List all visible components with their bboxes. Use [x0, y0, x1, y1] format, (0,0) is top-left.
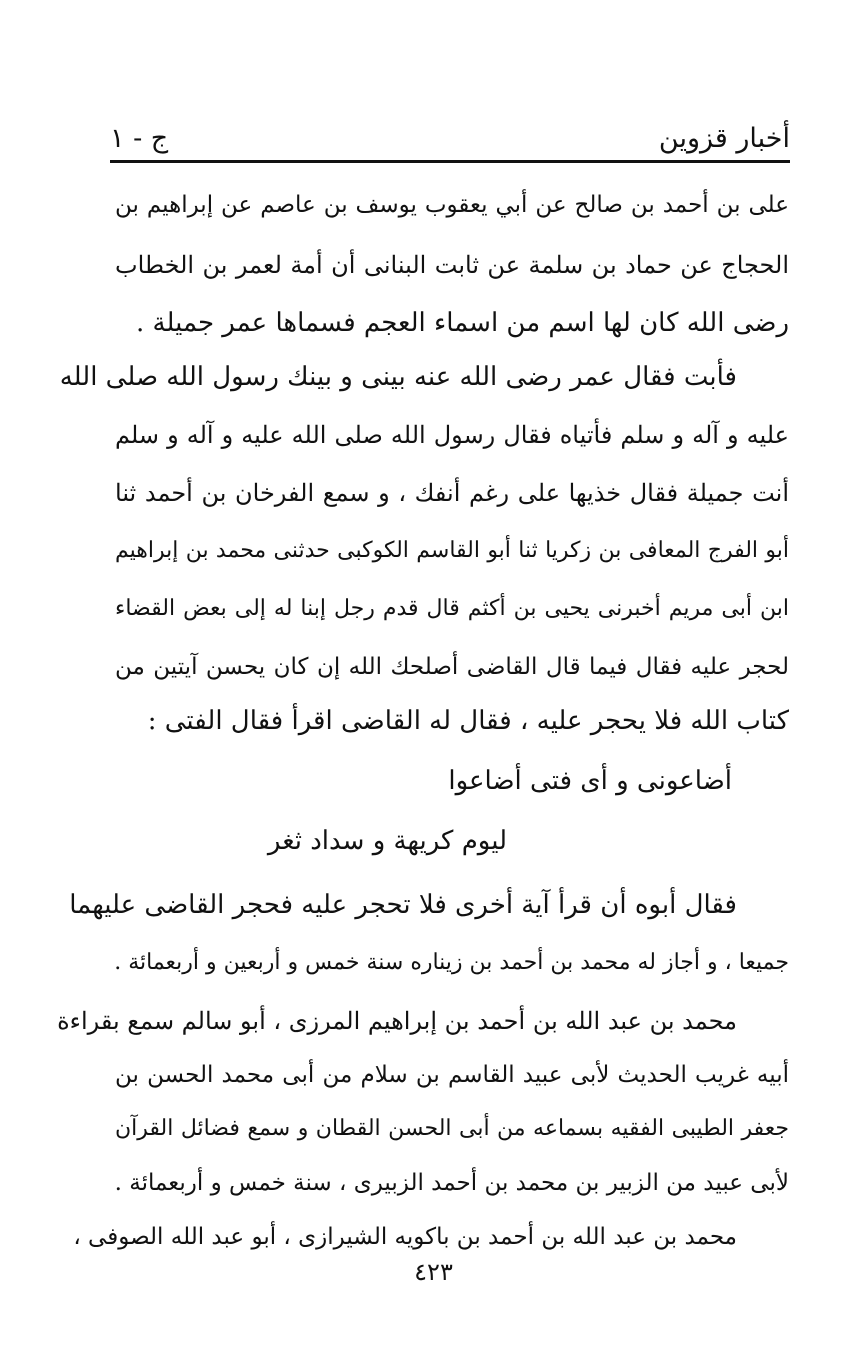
text-line: أبو الفرج المعافى بن زكريا ثنا أبو القاسم الكوكبى حدثنى محمد بن إبراهيم: [115, 538, 789, 563]
book-title: أخبار قزوين: [658, 123, 790, 154]
verse-line: ليوم كريهة و سداد ثغر: [267, 826, 507, 856]
text-line: جميعا ، و أجاز له محمد بن أحمد بن زيناره سنة خمس و أربعين و أربعمائة .: [114, 950, 789, 975]
text-line: محمد بن عبد الله بن أحمد بن إبراهيم المرزى ، أبو سالم سمع بقراءة: [57, 1007, 737, 1035]
text-line: ابن أبى مريم أخبرنى يحيى بن أكثم قال قدم رجل إبنا له إلى بعض القضاء: [115, 596, 789, 621]
text-line: محمد بن عبد الله بن أحمد بن باكويه الشيرازى ، أبو عبد الله الصوفى ،: [73, 1224, 737, 1250]
text-line: أنت جميلة فقال خذيها على رغم أنفك ، و سمع الفرخان بن أحمد ثنا: [115, 479, 789, 507]
volume-label: ج - ١: [110, 123, 169, 154]
text-line: أبيه غريب الحديث لأبى عبيد القاسم بن سلام من أبى محمد الحسن بن: [115, 1062, 789, 1088]
text-line: جعفر الطيبى الفقيه بسماعه من أبى الحسن القطان و سمع فضائل القرآن: [115, 1116, 789, 1141]
header-rule: [110, 160, 790, 163]
text-line: فأبت فقال عمر رضى الله عنه بينى و بينك رسول الله صلى الله: [59, 362, 737, 392]
text-line: لحجر عليه فقال فيما قال القاضى أصلحك الله إن كان يحسن آيتين من: [115, 654, 789, 680]
verse-line: أضاعونى و أى فتى أضاعوا: [448, 766, 732, 796]
text-line: عليه و آله و سلم فأتياه فقال رسول الله صلى الله عليه و آله و سلم: [115, 421, 789, 449]
page-number: ٤٢٣: [414, 1258, 453, 1286]
text-line: رضى الله كان لها اسم من اسماء العجم فسماها عمر جميلة .: [136, 308, 789, 338]
text-line: الحجاج عن حماد بن سلمة عن ثابت البنانى أن أمة لعمر بن الخطاب: [115, 251, 789, 279]
text-line: على بن أحمد بن صالح عن أبي يعقوب يوسف بن عاصم عن إبراهيم بن: [115, 192, 789, 218]
text-line: فقال أبوه أن قرأ آية أخرى فلا تحجر عليه فحجر القاضى عليهما: [69, 890, 737, 920]
text-line: لأبى عبيد من الزبير بن محمد بن أحمد الزبيرى ، سنة خمس و أربعمائة .: [114, 1170, 789, 1196]
text-line: كتاب الله فلا يحجر عليه ، فقال له القاضى اقرأ فقال الفتى :: [147, 706, 789, 736]
running-header: [110, 108, 790, 154]
